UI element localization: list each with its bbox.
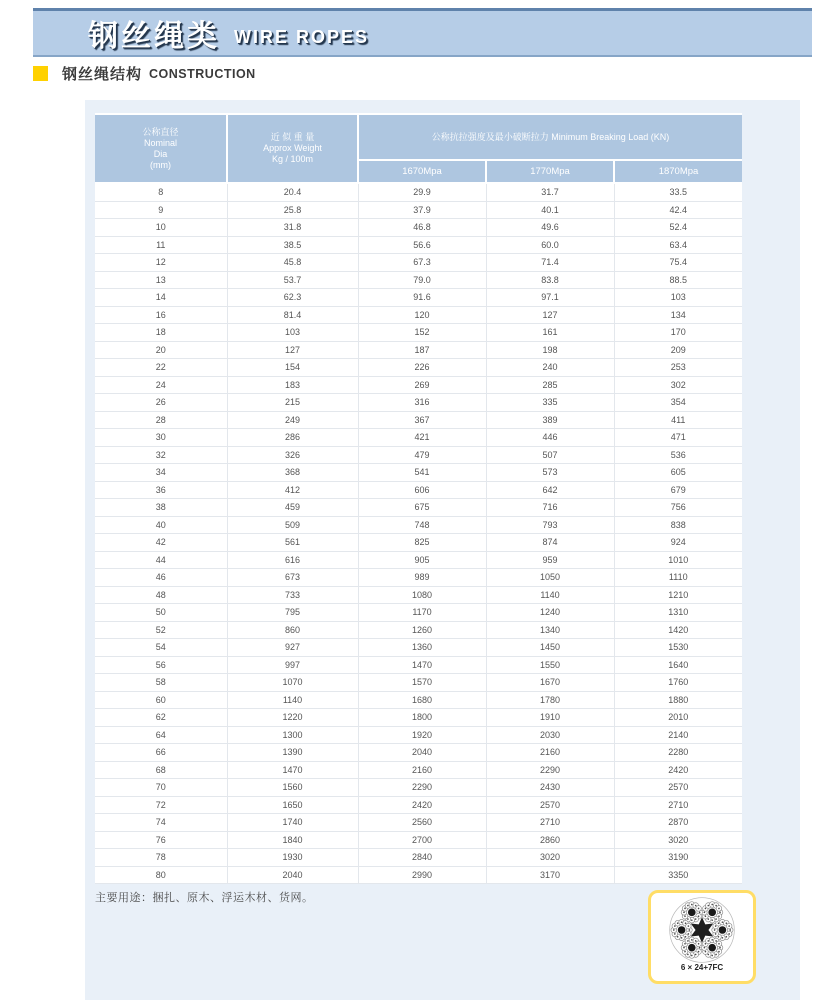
- table-row: [95, 674, 742, 692]
- table-cell: 1450: [486, 639, 614, 657]
- table-row: [95, 534, 742, 552]
- table-cell: 860: [227, 621, 358, 639]
- table-cell: 536: [614, 446, 742, 464]
- table-cell: 24: [95, 376, 227, 394]
- table-cell: 127: [227, 341, 358, 359]
- header-breaking-load: 公称抗拉强度及最小破断拉力 Minimum Breaking Load (KN): [358, 114, 742, 160]
- table-cell: 97.1: [486, 289, 614, 307]
- table-cell: 2290: [358, 779, 486, 797]
- table-cell: 198: [486, 341, 614, 359]
- table-cell: 1340: [486, 621, 614, 639]
- header-approx-weight: [227, 114, 358, 183]
- table-cell: 335: [486, 394, 614, 412]
- table-cell: 42.4: [614, 201, 742, 219]
- table-cell: 2290: [486, 761, 614, 779]
- table-cell: 67.3: [358, 254, 486, 272]
- table-row: [95, 359, 742, 377]
- header-line: Kg / 100m: [271, 154, 314, 164]
- table-cell: 825: [358, 534, 486, 552]
- table-row: [95, 551, 742, 569]
- table-cell: 33.5: [614, 183, 742, 201]
- table-row: [95, 324, 742, 342]
- table-cell: 2040: [227, 866, 358, 884]
- table-cell: 20.4: [227, 183, 358, 201]
- table-cell: 14: [95, 289, 227, 307]
- table-cell: 9: [95, 201, 227, 219]
- table-row: [95, 761, 742, 779]
- header-line: (mm): [150, 159, 171, 170]
- table-cell: 37.9: [358, 201, 486, 219]
- table-cell: 1010: [614, 551, 742, 569]
- table-cell: 72: [95, 796, 227, 814]
- table-cell: 2430: [486, 779, 614, 797]
- table-cell: 389: [486, 411, 614, 429]
- table-cell: 28: [95, 411, 227, 429]
- table-row: [95, 814, 742, 832]
- banner-title-zh: 钢丝绳类: [88, 20, 220, 53]
- table-cell: 16: [95, 306, 227, 324]
- table-cell: 1300: [227, 726, 358, 744]
- banner-title-en: WIRE ROPES: [234, 26, 370, 47]
- table-cell: 1570: [358, 674, 486, 692]
- table-cell: 226: [358, 359, 486, 377]
- table-cell: 70: [95, 779, 227, 797]
- table-cell: 1760: [614, 674, 742, 692]
- table-row: [95, 604, 742, 622]
- table-row: [95, 306, 742, 324]
- table-cell: 46: [95, 569, 227, 587]
- table-cell: 1360: [358, 639, 486, 657]
- table-cell: 53.7: [227, 271, 358, 289]
- table-row: [95, 744, 742, 762]
- table-cell: 2870: [614, 814, 742, 832]
- table-cell: 733: [227, 586, 358, 604]
- table-cell: 3170: [486, 866, 614, 884]
- table-cell: 2710: [486, 814, 614, 832]
- table-cell: 1880: [614, 691, 742, 709]
- table-cell: 38.5: [227, 236, 358, 254]
- table-row: [95, 569, 742, 587]
- table-cell: 79.0: [358, 271, 486, 289]
- table-body: [95, 183, 742, 884]
- table-row: [95, 866, 742, 884]
- table-row: [95, 831, 742, 849]
- table-cell: 81.4: [227, 306, 358, 324]
- table-cell: 103: [614, 289, 742, 307]
- table-cell: 183: [227, 376, 358, 394]
- table-cell: 31.8: [227, 219, 358, 237]
- table-cell: 18: [95, 324, 227, 342]
- table-cell: 675: [358, 499, 486, 517]
- table-cell: 40.1: [486, 201, 614, 219]
- table-cell: 1260: [358, 621, 486, 639]
- table-cell: 1050: [486, 569, 614, 587]
- table-cell: 52.4: [614, 219, 742, 237]
- table-cell: 673: [227, 569, 358, 587]
- table-cell: 44: [95, 551, 227, 569]
- table-row: [95, 219, 742, 237]
- header-line: Dia: [153, 148, 168, 159]
- rope-cross-section-box: [648, 890, 756, 984]
- table-cell: 471: [614, 429, 742, 447]
- table-cell: 26: [95, 394, 227, 412]
- table-cell: 989: [358, 569, 486, 587]
- table-cell: 286: [227, 429, 358, 447]
- table-cell: 2420: [358, 796, 486, 814]
- table-cell: 1650: [227, 796, 358, 814]
- table-cell: 134: [614, 306, 742, 324]
- table-cell: 187: [358, 341, 486, 359]
- rope-construction-label: 6 × 24+7FC: [680, 963, 724, 972]
- table-cell: 616: [227, 551, 358, 569]
- table-cell: 509: [227, 516, 358, 534]
- table-row: [95, 779, 742, 797]
- table-cell: 62.3: [227, 289, 358, 307]
- table-cell: 1240: [486, 604, 614, 622]
- table-row: [95, 726, 742, 744]
- table-cell: 997: [227, 656, 358, 674]
- table-cell: 68: [95, 761, 227, 779]
- table-cell: 927: [227, 639, 358, 657]
- table-cell: 2420: [614, 761, 742, 779]
- table-cell: 38: [95, 499, 227, 517]
- table-cell: 215: [227, 394, 358, 412]
- table-cell: 56.6: [358, 236, 486, 254]
- table-cell: 2560: [358, 814, 486, 832]
- table-row: [95, 499, 742, 517]
- table-cell: 56: [95, 656, 227, 674]
- table-cell: 13: [95, 271, 227, 289]
- table-cell: 29.9: [358, 183, 486, 201]
- table-cell: 924: [614, 534, 742, 552]
- table-cell: 2570: [614, 779, 742, 797]
- table-cell: 2160: [486, 744, 614, 762]
- table-cell: 959: [486, 551, 614, 569]
- table-cell: 52: [95, 621, 227, 639]
- table-row: [95, 429, 742, 447]
- table-cell: 1470: [227, 761, 358, 779]
- table-row: [95, 691, 742, 709]
- table-cell: 36: [95, 481, 227, 499]
- table-cell: 11: [95, 236, 227, 254]
- table-cell: 368: [227, 464, 358, 482]
- table-cell: 838: [614, 516, 742, 534]
- wire-rope-spec-table: [95, 113, 742, 884]
- table-cell: 1930: [227, 849, 358, 867]
- table-row: [95, 236, 742, 254]
- table-cell: 412: [227, 481, 358, 499]
- table-cell: 605: [614, 464, 742, 482]
- table-cell: 58: [95, 674, 227, 692]
- table-row: [95, 849, 742, 867]
- table-cell: 30: [95, 429, 227, 447]
- table-row: [95, 201, 742, 219]
- table-cell: 716: [486, 499, 614, 517]
- table-cell: 573: [486, 464, 614, 482]
- table-row: [95, 411, 742, 429]
- table-cell: 152: [358, 324, 486, 342]
- table-cell: 479: [358, 446, 486, 464]
- table-cell: 756: [614, 499, 742, 517]
- table-cell: 46.8: [358, 219, 486, 237]
- table-cell: 80: [95, 866, 227, 884]
- table-cell: 1110: [614, 569, 742, 587]
- header-line: 近 似 重 量: [270, 132, 315, 142]
- table-cell: 1530: [614, 639, 742, 657]
- table-row: [95, 376, 742, 394]
- table-cell: 459: [227, 499, 358, 517]
- table-cell: 2010: [614, 709, 742, 727]
- table-cell: 249: [227, 411, 358, 429]
- table-cell: 905: [358, 551, 486, 569]
- table-cell: 1640: [614, 656, 742, 674]
- table-cell: 2700: [358, 831, 486, 849]
- table-row: [95, 639, 742, 657]
- table-cell: 50: [95, 604, 227, 622]
- table-cell: 1470: [358, 656, 486, 674]
- table-row: [95, 621, 742, 639]
- table-cell: 3020: [486, 849, 614, 867]
- table-row: [95, 481, 742, 499]
- table-cell: 3350: [614, 866, 742, 884]
- section-title-en: CONSTRUCTION: [149, 66, 256, 81]
- table-cell: 795: [227, 604, 358, 622]
- header-line: Approx Weight: [263, 143, 322, 153]
- table-cell: 1670: [486, 674, 614, 692]
- table-row: [95, 656, 742, 674]
- table-cell: 2990: [358, 866, 486, 884]
- rope-cross-section-icon: [668, 896, 736, 964]
- table-cell: 2160: [358, 761, 486, 779]
- table-cell: 316: [358, 394, 486, 412]
- table-cell: 10: [95, 219, 227, 237]
- table-cell: 1310: [614, 604, 742, 622]
- table-cell: 411: [614, 411, 742, 429]
- table-cell: 32: [95, 446, 227, 464]
- table-cell: 1550: [486, 656, 614, 674]
- table-cell: 64: [95, 726, 227, 744]
- table-row: [95, 271, 742, 289]
- table-row: [95, 394, 742, 412]
- table-cell: 1920: [358, 726, 486, 744]
- table-cell: 541: [358, 464, 486, 482]
- table-row: [95, 464, 742, 482]
- table-cell: 120: [358, 306, 486, 324]
- table-row: [95, 289, 742, 307]
- table-cell: 3020: [614, 831, 742, 849]
- table-cell: 2040: [358, 744, 486, 762]
- table-cell: 1170: [358, 604, 486, 622]
- table-cell: 748: [358, 516, 486, 534]
- table-cell: 2280: [614, 744, 742, 762]
- page-banner: [33, 8, 812, 57]
- table-cell: 1420: [614, 621, 742, 639]
- table-cell: 209: [614, 341, 742, 359]
- usage-footnote: 主要用途：捆扎、原木、浮运木材、货网。: [95, 892, 314, 904]
- table-cell: 2030: [486, 726, 614, 744]
- table-cell: 793: [486, 516, 614, 534]
- table-cell: 31.7: [486, 183, 614, 201]
- table-cell: 1680: [358, 691, 486, 709]
- table-cell: 22: [95, 359, 227, 377]
- table-cell: 1910: [486, 709, 614, 727]
- table-cell: 2840: [358, 849, 486, 867]
- header-1870mpa: 1870Mpa: [614, 160, 742, 183]
- table-cell: 1140: [486, 586, 614, 604]
- table-cell: 302: [614, 376, 742, 394]
- table-cell: 20: [95, 341, 227, 359]
- table-row: [95, 183, 742, 201]
- table-cell: 326: [227, 446, 358, 464]
- table-cell: 1740: [227, 814, 358, 832]
- table-cell: 83.8: [486, 271, 614, 289]
- table-cell: 1840: [227, 831, 358, 849]
- table-cell: 1800: [358, 709, 486, 727]
- header-1670mpa: 1670Mpa: [358, 160, 486, 183]
- table-cell: 71.4: [486, 254, 614, 272]
- table-row: [95, 516, 742, 534]
- table-row: [95, 254, 742, 272]
- table-row: [95, 796, 742, 814]
- table-cell: 66: [95, 744, 227, 762]
- table-cell: 91.6: [358, 289, 486, 307]
- table-cell: 507: [486, 446, 614, 464]
- table-cell: 63.4: [614, 236, 742, 254]
- table-row: [95, 446, 742, 464]
- table-cell: 1140: [227, 691, 358, 709]
- table-cell: 240: [486, 359, 614, 377]
- table-cell: 154: [227, 359, 358, 377]
- table-cell: 354: [614, 394, 742, 412]
- section-heading: [33, 63, 256, 84]
- table-cell: 642: [486, 481, 614, 499]
- table-cell: 48: [95, 586, 227, 604]
- header-nominal-dia: [95, 114, 227, 183]
- table-cell: 1780: [486, 691, 614, 709]
- table-cell: 170: [614, 324, 742, 342]
- table-cell: 1220: [227, 709, 358, 727]
- table-cell: 421: [358, 429, 486, 447]
- table-row: [95, 341, 742, 359]
- table-cell: 78: [95, 849, 227, 867]
- table-cell: 127: [486, 306, 614, 324]
- table-cell: 367: [358, 411, 486, 429]
- header-1770mpa: 1770Mpa: [486, 160, 614, 183]
- table-cell: 103: [227, 324, 358, 342]
- header-line: 公称直径: [142, 126, 179, 137]
- section-title-zh: 钢丝绳结构: [62, 66, 143, 83]
- table-cell: 34: [95, 464, 227, 482]
- table-cell: 8: [95, 183, 227, 201]
- table-row: [95, 586, 742, 604]
- table-cell: 1070: [227, 674, 358, 692]
- table-cell: 2140: [614, 726, 742, 744]
- table-cell: 161: [486, 324, 614, 342]
- table-cell: 75.4: [614, 254, 742, 272]
- table-cell: 2710: [614, 796, 742, 814]
- table-cell: 2570: [486, 796, 614, 814]
- table-cell: 60.0: [486, 236, 614, 254]
- table-cell: 49.6: [486, 219, 614, 237]
- table-cell: 42: [95, 534, 227, 552]
- table-cell: 874: [486, 534, 614, 552]
- table-row: [95, 709, 742, 727]
- table-cell: 25.8: [227, 201, 358, 219]
- table-cell: 446: [486, 429, 614, 447]
- table-cell: 1210: [614, 586, 742, 604]
- table-cell: 2860: [486, 831, 614, 849]
- table-cell: 269: [358, 376, 486, 394]
- table-cell: 60: [95, 691, 227, 709]
- table-header: [95, 114, 742, 183]
- table-cell: 1080: [358, 586, 486, 604]
- table-cell: 40: [95, 516, 227, 534]
- table-cell: 45.8: [227, 254, 358, 272]
- table-cell: 62: [95, 709, 227, 727]
- table-cell: 285: [486, 376, 614, 394]
- table-cell: 76: [95, 831, 227, 849]
- table-cell: 606: [358, 481, 486, 499]
- table-cell: 3190: [614, 849, 742, 867]
- table-cell: 12: [95, 254, 227, 272]
- table-cell: 253: [614, 359, 742, 377]
- table-cell: 88.5: [614, 271, 742, 289]
- table-cell: 1390: [227, 744, 358, 762]
- table-cell: 561: [227, 534, 358, 552]
- header-line: Nominal: [143, 137, 177, 148]
- table-cell: 54: [95, 639, 227, 657]
- table-cell: 74: [95, 814, 227, 832]
- table-cell: 1560: [227, 779, 358, 797]
- table-cell: 679: [614, 481, 742, 499]
- yellow-square-bullet-icon: [33, 66, 48, 81]
